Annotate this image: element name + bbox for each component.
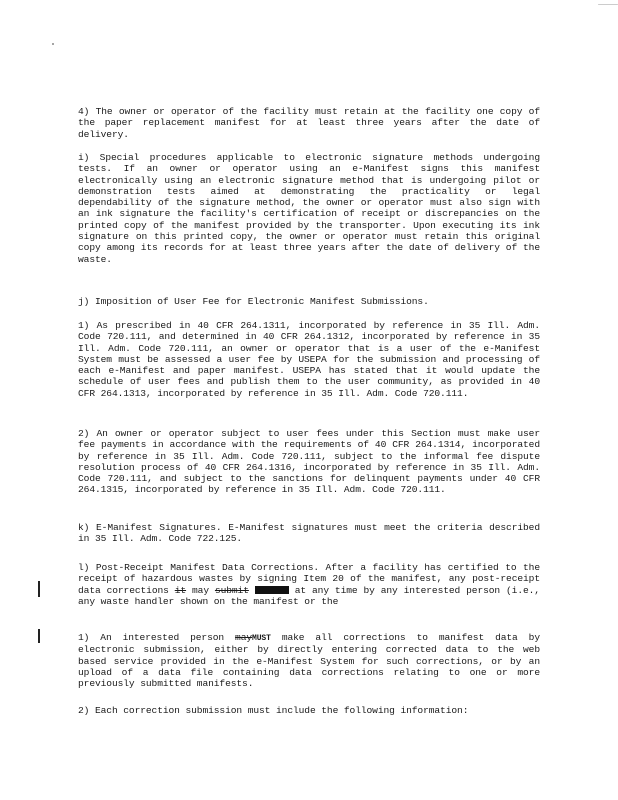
paragraph-user-fee-2: [78, 428, 540, 496]
paragraph-retain-copy: [78, 106, 540, 140]
paragraph-text: 2) An owner or operator subject to user fees under this Section must make user fee payments in accordance with the requirements of 40 CFR 264.1314, incorporated by reference in 35 Ill. Adm. Code 720.111, subject to the informal fee dispute resolution process of 40 CFR 264.1316, incorporated by reference in 35 Ill. Adm. Code 720.111, and subject to the sanctions for delinquent payments under 40 CFR 264.1315, incorporated by reference in 35 Ill. Adm. Code 720.111.: [78, 428, 540, 496]
scan-speck: [52, 43, 54, 45]
paragraph-user-fee-1: [78, 320, 540, 399]
scan-speck: [598, 4, 618, 5]
paragraph-text: i) Special procedures applicable to electronic signature methods undergoing tests. If an owner or operator using an e-Manifest signs this manifest electronically using an electronic signature method that is undergoing pilot or demonstration tests aimed at demonstrating the practicality or legal dependability of the signature method, the owner or operator must also sign with an ink signature the facility's certification of receipt or discrepancies on the printed copy of the manifest provided by the transporter. Upon executing its ink signature on this printed copy, the owner or operator must retain this original copy among its records for at least three years after the date of delivery of the waste.: [78, 152, 540, 265]
redaction-mark: [255, 586, 289, 594]
struck-text: may: [235, 632, 253, 643]
paragraph-text: l) Post-Receipt Manifest Data Corrections. After a facility has certified to the receipt of hazardous wastes by signing Item 20 of the manifest, any post-receipt data corrections: [78, 562, 540, 596]
paragraph-text: k) E-Manifest Signatures. E-Manifest signatures must meet the criteria described in 35 Ill. Adm. Code 722.125.: [78, 522, 540, 545]
struck-text: submit: [214, 584, 249, 596]
paragraph-user-fee-heading: [78, 296, 540, 307]
paragraph-text: 1) As prescribed in 40 CFR 264.1311, incorporated by reference in 35 Ill. Adm. Code 720.111, and determined in 40 CFR 264.1312, incorporated by reference in 35 Ill. Adm. Code 720.111, an owner or operator that is a user of the e-Manifest System must be assessed a user fee by USEPA for the submission and processing of each e-Manifest and paper manifest. USEPA has stated that it would update the schedule of user fees and publish them to the user community, as provided in 40 CFR 264.1313, incorporated by reference in 35 Ill. Adm. Code 720.111.: [78, 320, 540, 399]
revision-bar: [38, 629, 40, 643]
paragraph-e-manifest-signatures: [78, 522, 540, 545]
paragraph-special-procedures: [78, 152, 540, 265]
paragraph-text: make all corrections to manifest data by electronic submission, either by directly entering corrected data to the web based service provided in the e-Manifest System for such corrections, or by an upload of a data file containing data corrections relating to one or more previously submitted manifests.: [78, 632, 540, 690]
paragraph-text: 4) The owner or operator of the facility must retain at the facility one copy of the paper replacement manifest for at least three years after the date of delivery.: [78, 106, 540, 140]
paragraph-post-receipt-corrections: [78, 562, 540, 607]
paragraph-text: j) Imposition of User Fee for Electronic Manifest Submissions.: [78, 296, 429, 307]
inserted-text: MUST: [252, 634, 271, 643]
paragraph-text: 2) Each correction submission must include the following information:: [78, 705, 469, 716]
paragraph-correction-submission: [78, 705, 540, 716]
paragraph-text: at any time by any interested person (i.e., any waste handler shown on the manifest or the: [78, 584, 540, 607]
paragraph-interested-person: [78, 632, 540, 689]
struck-text: it: [174, 584, 187, 596]
paragraph-text: may: [186, 584, 215, 596]
paragraph-text: 1) An interested person: [78, 632, 236, 643]
revision-bar: [38, 581, 40, 597]
